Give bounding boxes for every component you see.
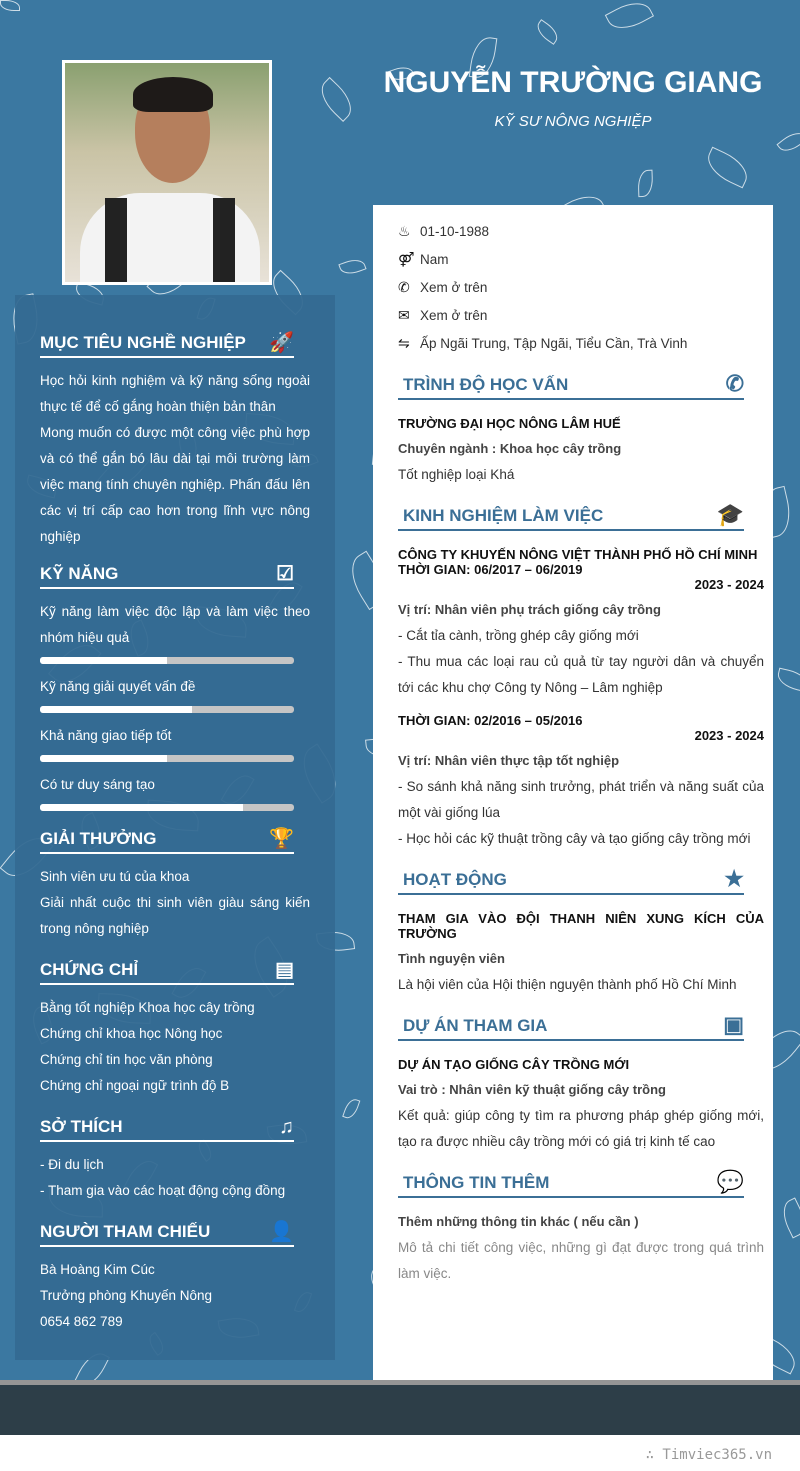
right-column bbox=[373, 205, 773, 1380]
major: Chuyên ngành : Khoa học cây trồng bbox=[398, 441, 622, 456]
skill-label: Có tư duy sáng tạo bbox=[40, 777, 155, 792]
job-time: THỜI GIAN: 06/2017 – 06/2019 bbox=[398, 562, 583, 577]
objective-text: Mong muốn có được một công việc phù hợp và có thể gắn bó lâu dài tại môi trường làm việc mang tính chuyên nghiệp. Phấn đấu lên các vị trí cấp cao hơn trong lĩnh vực nông nghiệp bbox=[40, 425, 310, 544]
company-name: CÔNG TY KHUYẾN NÔNG VIỆT THÀNH PHỐ HỒ CHÍ MINH bbox=[398, 547, 758, 562]
job-years: 2023 - 2024 bbox=[694, 728, 764, 743]
job-duty: - So sánh khả năng sinh trưởng, phát triển và năng suất của một vài giống lúa bbox=[398, 779, 764, 820]
project-icon: ▣ bbox=[723, 1012, 744, 1037]
leaf-decoration bbox=[0, 0, 20, 11]
leaf-decoration bbox=[777, 1197, 800, 1238]
education-desc: Tốt nghiệp loại Khá bbox=[398, 467, 515, 482]
gender-icon: ⚤ bbox=[398, 250, 415, 267]
certificates-heading: CHỨNG CHỈ ▤ bbox=[40, 960, 294, 985]
skill-bar bbox=[40, 657, 294, 664]
leaf-decoration bbox=[338, 256, 366, 277]
references-heading: NGƯỜI THAM CHIẾU 👤 bbox=[40, 1222, 294, 1247]
leaf-decoration bbox=[776, 127, 800, 156]
contact-item: ✆ Xem ở trên bbox=[398, 278, 488, 295]
hobby-item: - Đi du lịch bbox=[40, 1157, 104, 1172]
profile-photo bbox=[62, 60, 272, 285]
skill-bar-fill bbox=[40, 706, 192, 713]
contact-list bbox=[398, 217, 764, 357]
skill-bar-fill bbox=[40, 657, 167, 664]
leaf-decoration bbox=[638, 170, 654, 198]
reference-item: 0654 862 789 bbox=[40, 1314, 123, 1329]
contact-item: ✉ Xem ở trên bbox=[398, 306, 488, 323]
job-duty: - Học hỏi các kỹ thuật trồng cây và tạo giống cây trồng mới bbox=[398, 831, 751, 846]
extra-heading: THÔNG TIN THÊM 💬 bbox=[398, 1171, 744, 1198]
job-entry bbox=[398, 562, 764, 701]
job-duty: - Cắt tỉa cành, trồng ghép cây giống mới bbox=[398, 628, 639, 643]
skill-bar-fill bbox=[40, 755, 167, 762]
skill-label: Kỹ năng giải quyết vấn đề bbox=[40, 679, 196, 694]
contact-item: ♨ 01-10-1988 bbox=[398, 222, 490, 239]
activity-desc: Là hội viên của Hội thiện nguyện thành phố Hồ Chí Minh bbox=[398, 977, 737, 992]
candidate-name: NGUYỄN TRƯỜNG GIANG bbox=[383, 66, 763, 99]
chat-icon: 💬 bbox=[716, 1169, 744, 1194]
user-icon: 👤 bbox=[269, 1221, 294, 1243]
project-name: DỰ ÁN TẠO GIỐNG CÂY TRỒNG MỚI bbox=[398, 1057, 630, 1072]
whatsapp-icon: ✆ bbox=[725, 371, 744, 396]
skills-heading: KỸ NĂNG ☑ bbox=[40, 564, 294, 589]
email-icon: ✉ bbox=[398, 306, 410, 323]
activity-name: THAM GIA VÀO ĐỘI THANH NIÊN XUNG KÍCH CỦA TRƯỜNG bbox=[398, 911, 764, 941]
hobbies-heading: SỞ THÍCH ♫ bbox=[40, 1117, 294, 1142]
contact-item: ⇋ Ấp Ngãi Trung, Tập Ngãi, Tiểu Cần, Trà Vinh bbox=[398, 334, 688, 351]
skill-label: Khả năng giao tiếp tốt bbox=[40, 728, 172, 743]
job-years: 2023 - 2024 bbox=[694, 577, 764, 592]
footer-bar bbox=[0, 1385, 800, 1435]
skill-label: Kỹ năng làm việc độc lập và làm việc theo nhóm hiệu quả bbox=[40, 604, 310, 645]
extra-desc: Mô tả chi tiết công việc, những gì đạt được trong quá trình làm việc. bbox=[398, 1240, 764, 1281]
leaf-decoration bbox=[343, 1097, 361, 1121]
birthday-cake-icon: ♨ bbox=[398, 222, 411, 239]
certificate-item: Chứng chỉ tin học văn phòng bbox=[40, 1052, 213, 1067]
checkbox-icon: ☑ bbox=[276, 563, 294, 585]
left-column bbox=[15, 295, 335, 1360]
job-position: Vị trí: Nhân viên thực tập tốt nghiệp bbox=[398, 753, 620, 768]
certificate-icon: ▤ bbox=[275, 959, 294, 981]
leaf-decoration bbox=[775, 668, 800, 692]
contact-item: ⚤ Nam bbox=[398, 250, 449, 267]
job-title: KỸ SƯ NÔNG NGHIỆP bbox=[494, 113, 652, 130]
skill-bar bbox=[40, 804, 294, 811]
leaf-decoration bbox=[533, 19, 561, 45]
skill-bar bbox=[40, 706, 294, 713]
projects-heading: DỰ ÁN THAM GIA ▣ bbox=[398, 1014, 744, 1041]
star-icon: ★ bbox=[724, 866, 744, 891]
job-duty: - Thu mua các loại rau củ quả từ tay người dân và chuyển tới các khu chợ Công ty Nông – Lâm nghiệp bbox=[398, 654, 764, 695]
project-desc: Kết quả: giúp công ty tìm ra phương pháp ghép giống mới, tạo ra được nhiều cây trồng mới có giá trị kinh tế cao bbox=[398, 1108, 764, 1149]
music-icon: ♫ bbox=[279, 1116, 294, 1138]
objective-text: Học hỏi kinh nghiệm và kỹ năng sống ngoài thực tế để cố gắng hoàn thiện bản thân bbox=[40, 373, 310, 414]
job-entry bbox=[398, 713, 764, 852]
project-role: Vai trò : Nhân viên kỹ thuật giống cây trồng bbox=[398, 1082, 666, 1097]
awards-heading: GIẢI THƯỞNG 🏆 bbox=[40, 829, 294, 854]
job-time: THỜI GIAN: 02/2016 – 05/2016 bbox=[398, 713, 583, 728]
leaf-decoration bbox=[605, 0, 654, 36]
extra-subtitle: Thêm những thông tin khác ( nếu cần ) bbox=[398, 1214, 639, 1229]
graduation-cap-icon: 🎓 bbox=[716, 502, 744, 527]
address-icon: ⇋ bbox=[398, 334, 410, 351]
rocket-icon: 🚀 bbox=[269, 332, 294, 354]
skill-bar-fill bbox=[40, 804, 243, 811]
school-name: TRƯỜNG ĐẠI HỌC NÔNG LÂM HUẾ bbox=[398, 416, 621, 431]
award-item: Sinh viên ưu tú của khoa bbox=[40, 869, 190, 884]
watermark: ∴ Timviec365.vn bbox=[645, 1447, 772, 1463]
activity-role: Tình nguyện viên bbox=[398, 951, 505, 966]
job-position: Vị trí: Nhân viên phụ trách giống cây trồng bbox=[398, 602, 661, 617]
hobby-item: - Tham gia vào các hoạt động cộng đồng bbox=[40, 1183, 286, 1198]
certificate-item: Bằng tốt nghiệp Khoa học cây trồng bbox=[40, 1000, 255, 1015]
leaf-decoration bbox=[702, 147, 753, 188]
award-item: Giải nhất cuộc thi sinh viên giàu sáng kiến trong nông nghiệp bbox=[40, 895, 310, 936]
reference-item: Bà Hoàng Kim Cúc bbox=[40, 1262, 155, 1277]
education-heading: TRÌNH ĐỘ HỌC VẤN ✆ bbox=[398, 373, 744, 400]
reference-item: Trưởng phòng Khuyến Nông bbox=[40, 1288, 212, 1303]
experience-heading: KINH NGHIỆM LÀM VIỆC 🎓 bbox=[398, 504, 744, 531]
certificate-item: Chứng chỉ ngoại ngữ trình độ B bbox=[40, 1078, 230, 1093]
certificate-item: Chứng chỉ khoa học Nông học bbox=[40, 1026, 223, 1041]
phone-icon: ✆ bbox=[398, 278, 410, 295]
skill-bar bbox=[40, 755, 294, 762]
objective-heading: MỤC TIÊU NGHỀ NGHIỆP 🚀 bbox=[40, 333, 294, 358]
activities-heading: HOẠT ĐỘNG ★ bbox=[398, 868, 744, 895]
leaf-decoration bbox=[314, 77, 359, 122]
trophy-icon: 🏆 bbox=[269, 828, 294, 850]
